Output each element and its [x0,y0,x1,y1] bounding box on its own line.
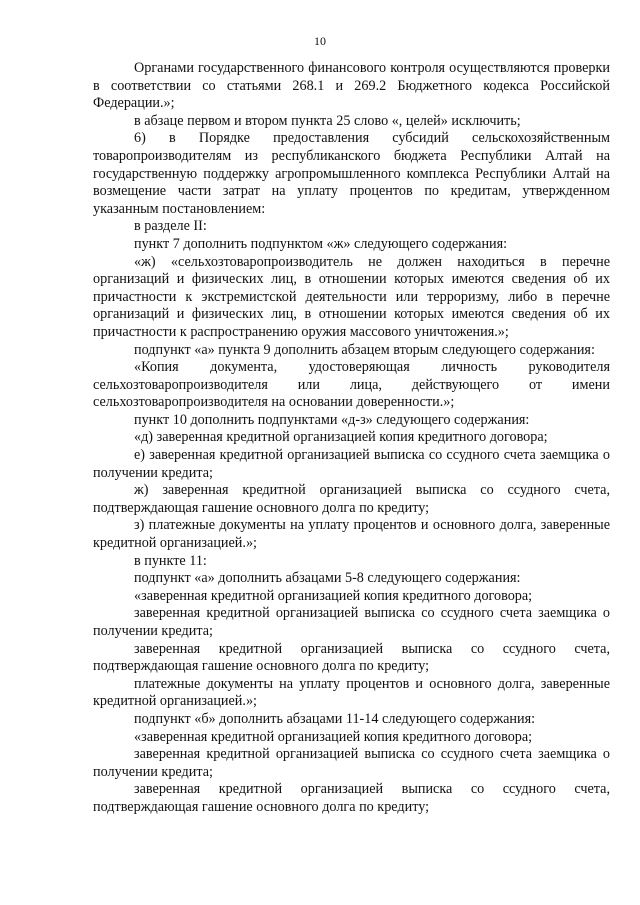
paragraph: заверенная кредитной организацией выписка со ссудного счета, подтверждающая гашение основного долга по кредиту; [93,640,610,675]
paragraph: заверенная кредитной организацией выписка со ссудного счета, подтверждающая гашение основного долга по кредиту; [93,781,610,815]
paragraph: 6) в Порядке предоставления субсидий сельскохозяйственным товаропроизводителям из республиканского бюджета Республики Алтай на государственную поддержку агропромышленного комплекса Республики Алтай на возмещение части затрат на уплату процентов по кредитам, утвержденном указанным постановлением: [93,130,610,217]
paragraph: «Копия документа, удостоверяющая личность руководителя сельхозтоваропроизводителя или лица, действующего от имени сельхозтоваропроизводителя на основании доверенности.»; [93,359,610,411]
paragraph: е) заверенная кредитной организацией выписка со ссудного счета заемщика о получении кредита; [93,447,610,481]
paragraph: подпункт «а» дополнить абзацами 5-8 следующего содержания: [134,570,521,587]
paragraph: «заверенная кредитной организацией копия кредитного договора; [134,728,533,745]
paragraph: з) платежные документы на уплату процентов и основного долга, заверенные кредитной организацией.»; [93,517,610,552]
paragraph: платежные документы на уплату процентов и основного долга, заверенные кредитной организацией.»; [93,675,610,710]
document-body [93,60,610,817]
paragraph: в абзаце первом и втором пункта 25 слово «, целей» исключить; [134,112,521,129]
page-number: 10 [314,34,326,48]
paragraph: в пункте 11: [134,552,207,569]
paragraph: заверенная кредитной организацией выписка со ссудного счета заемщика о получении кредита; [93,746,610,780]
paragraph: «ж) «сельхозтоваропроизводитель не должен находиться в перечне организаций и физических лиц, в отношении которых имеются сведения об их причастности к экстремистской деятельности или терроризму, либо в перечне организаций и физических лиц, в отношении которых имеются сведения об их причастности к распространению оружия массового уничтожения.»; [93,253,610,340]
paragraph: подпункт «а» пункта 9 дополнить абзацем вторым следующего содержания: [134,341,595,358]
paragraph: пункт 10 дополнить подпунктами «д-з» следующего содержания: [134,411,530,428]
paragraph: в разделе II: [134,218,207,235]
paragraph: «д) заверенная кредитной организацией копия кредитного договора; [134,429,548,446]
paragraph: пункт 7 дополнить подпунктом «ж» следующего содержания: [134,235,508,252]
paragraph: заверенная кредитной организацией выписка со ссудного счета заемщика о получении кредита; [93,605,610,639]
paragraph: «заверенная кредитной организацией копия кредитного договора; [134,587,533,604]
paragraph: Органами государственного финансового контроля осуществляются проверки в соответствии со статьями 268.1 и 269.2 Бюджетного кодекса Российской Федерации.»; [93,60,610,112]
paragraph: ж) заверенная кредитной организацией выписка со ссудного счета, подтверждающая гашение основного долга по кредиту; [93,482,610,516]
paragraph: подпункт «б» дополнить абзацами 11-14 следующего содержания: [134,710,536,727]
